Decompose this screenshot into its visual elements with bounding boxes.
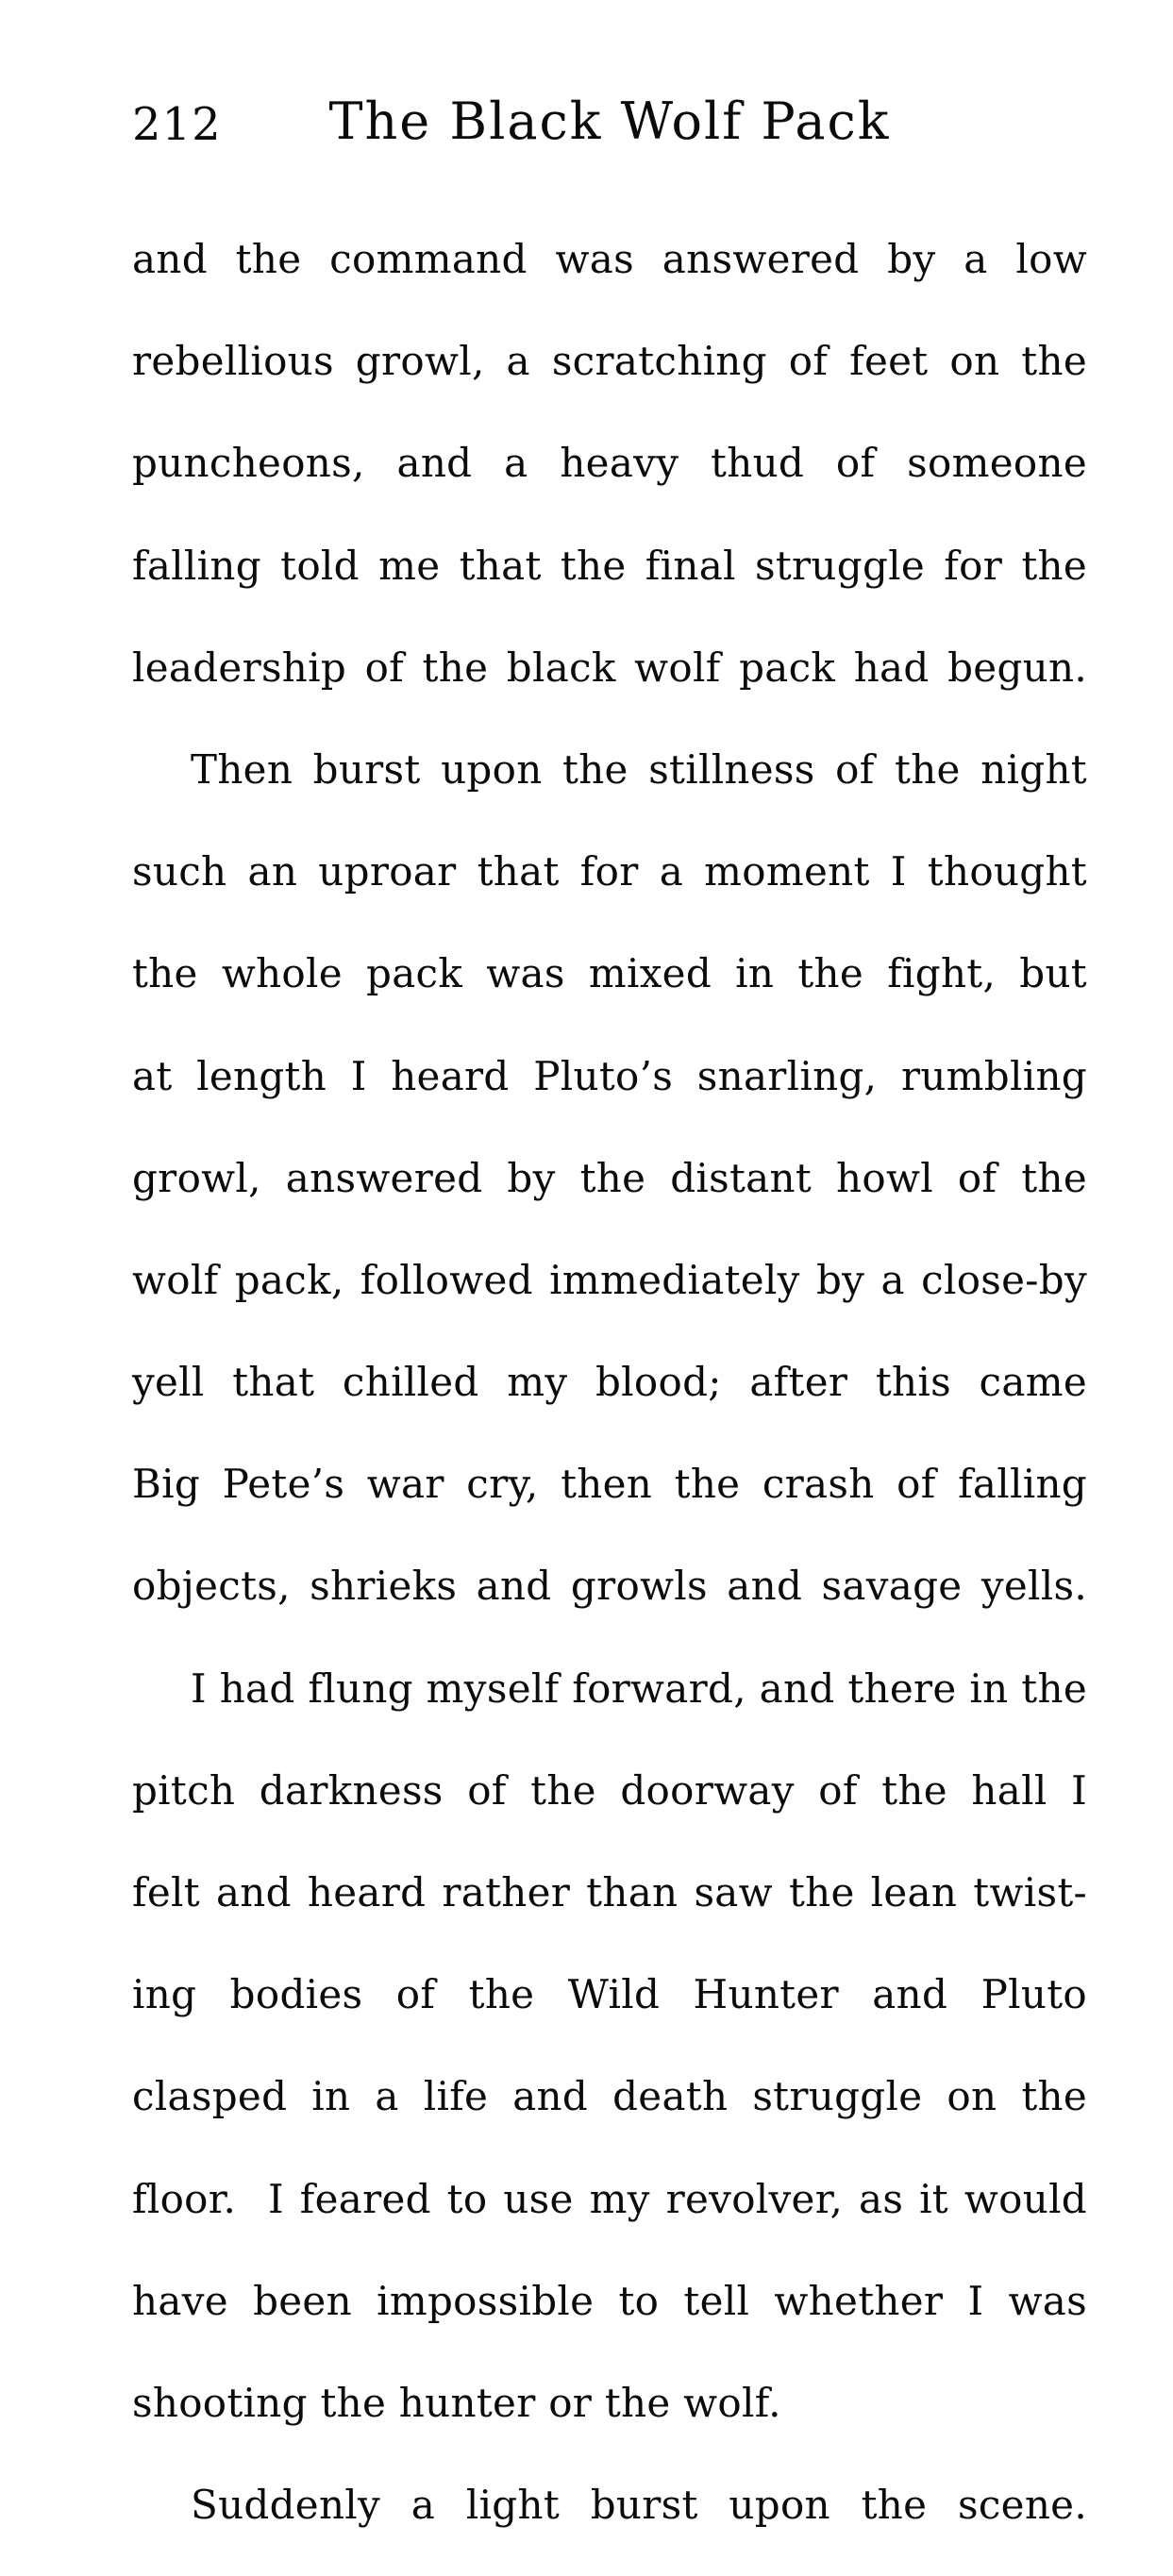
page-body [132,228,1087,2536]
text-line: Big Pete’s war cry, then the crash of falling [132,1461,1087,1508]
text-line: ing bodies of the Wild Hunter and Pluto [132,1971,1087,2018]
text-line: growl, answered by the distant howl of the [132,1154,1087,1201]
text-line: Suddenly a light burst upon the scene. [191,2482,1087,2529]
text-line: pitch darkness of the doorway of the hall I [132,1766,1087,1814]
text-line: puncheons, and a heavy thud of someone [132,440,1087,487]
running-title: The Black Wolf Pack [328,92,891,151]
text-column [132,92,1087,2576]
text-line: and the command was answered by a low [132,236,1087,282]
text-line: floor. I feared to use my revolver, as it would [132,2175,1087,2222]
text-line: Then burst upon the stillness of the night [191,745,1087,793]
text-line: such an uproar that for a moment I thought [132,848,1087,895]
text-line: clasped in a life and death struggle on the [132,2073,1087,2120]
text-line: felt and heard rather than saw the lean twist- [132,1869,1087,1915]
text-line: the whole pack was mixed in the fight, but [132,950,1087,997]
text-line: yell that chilled my blood; after this came [132,1359,1087,1406]
page-number: 212 [132,98,222,151]
page-header [132,92,1087,189]
text-line: objects, shrieks and growls and savage yells. [132,1563,1087,1610]
text-line: at length I heard Pluto’s snarling, rumbling [132,1052,1087,1099]
text-line: I had flung myself forward, and there in the [191,1664,1087,1712]
text-line: have been impossible to tell whether I was [132,2277,1087,2324]
text-line: leadership of the black wolf pack had begun. [132,644,1087,691]
text-line: wolf pack, followed immediately by a close-by [132,1256,1087,1303]
text-line: rebellious growl, a scratching of feet on the [132,338,1087,385]
text-line: falling told me that the final struggle for the [132,542,1087,589]
text-line: shooting the hunter or the wolf. [132,2379,781,2426]
